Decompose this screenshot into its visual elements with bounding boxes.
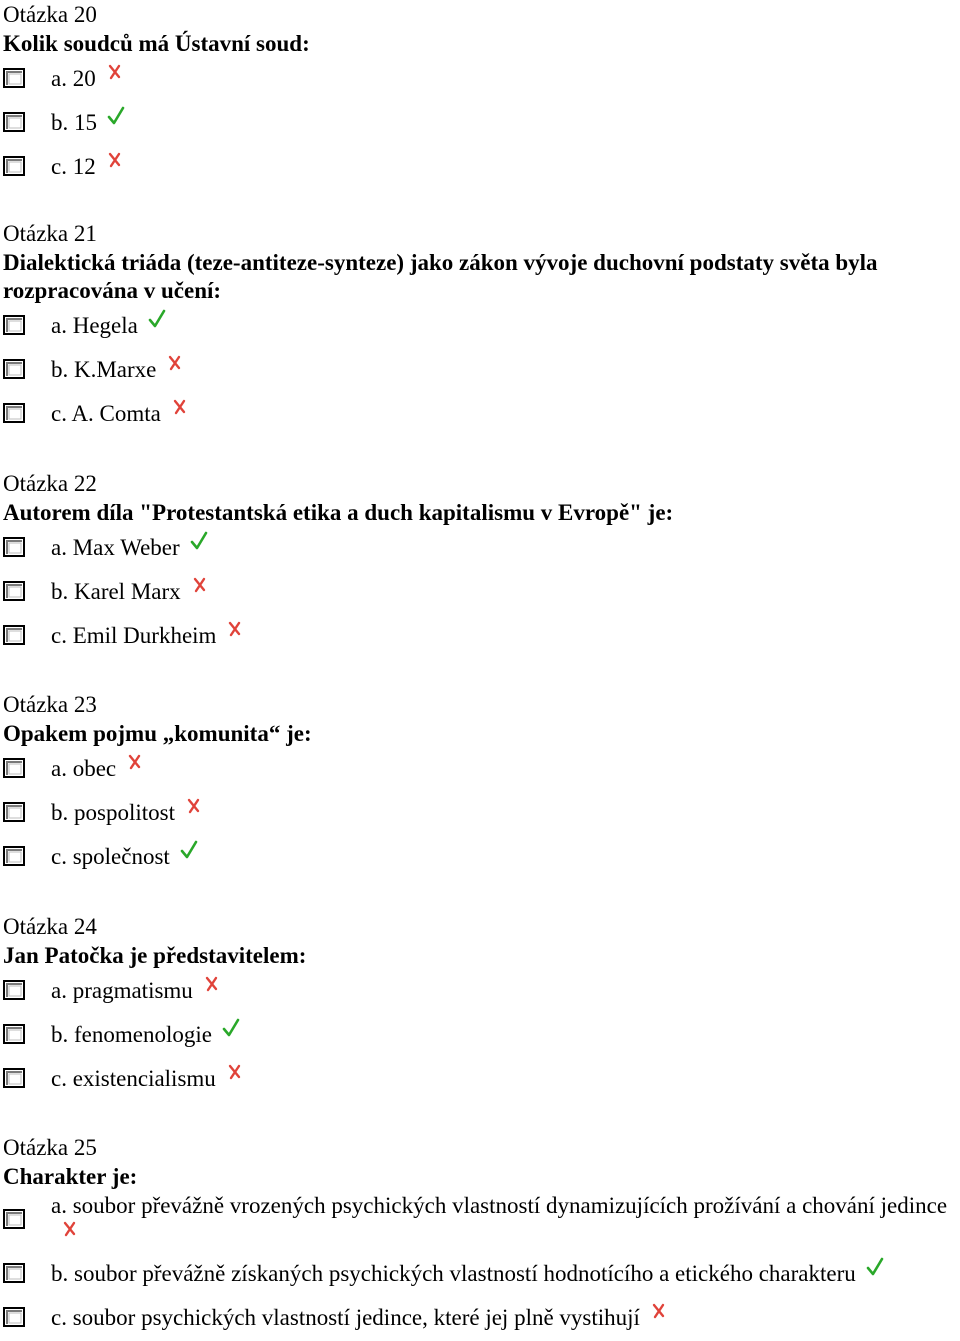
checkbox-icon[interactable] <box>3 581 25 603</box>
option-label: c. A. Comta <box>51 401 161 426</box>
question-number: Otázka 24 <box>3 914 97 939</box>
cross-mark-icon <box>106 60 124 80</box>
checkbox-icon[interactable] <box>3 758 25 780</box>
check-mark-icon <box>222 1016 240 1036</box>
checkbox-icon[interactable] <box>3 359 25 381</box>
checkbox-icon[interactable] <box>3 625 25 647</box>
option-c[interactable] <box>3 146 958 190</box>
option-label: b. Karel Marx <box>51 579 181 604</box>
checkbox-icon[interactable] <box>3 315 25 337</box>
option-label: c. soubor psychických vlastností jedince, které jej plně vystihují <box>51 1305 640 1330</box>
question-23 <box>3 690 958 880</box>
cross-mark-icon <box>185 794 203 814</box>
checkbox-icon[interactable] <box>3 1068 25 1090</box>
option-label: c. 12 <box>51 154 96 179</box>
option-label: b. soubor převážně získaných psychických vlastností hodnotícího a etického charakteru <box>51 1261 856 1286</box>
option-a[interactable] <box>3 305 958 349</box>
cross-mark-icon <box>191 573 209 593</box>
option-a[interactable] <box>3 970 958 1014</box>
option-b[interactable] <box>3 349 958 393</box>
checkbox-icon[interactable] <box>3 980 25 1002</box>
question-21 <box>3 219 958 437</box>
option-label: b. 15 <box>51 110 97 135</box>
cross-mark-icon <box>226 1060 244 1080</box>
option-c[interactable] <box>3 1058 958 1102</box>
option-label: a. Hegela <box>51 313 138 338</box>
cross-mark-icon <box>226 617 244 637</box>
question-24 <box>3 912 958 1102</box>
option-label: c. Emil Durkheim <box>51 623 217 648</box>
question-25 <box>3 1133 958 1339</box>
checkbox-icon[interactable] <box>3 537 25 559</box>
option-c[interactable] <box>3 836 958 880</box>
option-b[interactable] <box>3 1253 958 1297</box>
question-text: Opakem pojmu „komunita“ je: <box>3 721 312 746</box>
option-label: a. 20 <box>51 66 96 91</box>
option-a[interactable] <box>3 748 958 792</box>
cross-mark-icon <box>106 148 124 168</box>
option-b[interactable] <box>3 571 958 615</box>
option-label: a. pragmatismu <box>51 978 193 1003</box>
option-label: b. pospolitost <box>51 800 175 825</box>
option-a[interactable] <box>3 527 958 571</box>
option-c[interactable] <box>3 1297 958 1339</box>
question-20 <box>3 0 958 190</box>
question-22 <box>3 469 958 659</box>
cross-mark-icon <box>171 395 189 415</box>
cross-mark-icon <box>126 750 144 770</box>
check-mark-icon <box>190 529 208 549</box>
option-c[interactable] <box>3 615 958 659</box>
question-number: Otázka 23 <box>3 692 97 717</box>
question-number: Otázka 22 <box>3 471 97 496</box>
option-label: a. soubor převážně vrozených psychických vlastností dynamizujících prožívání a chování jedince <box>51 1193 948 1218</box>
question-text: Kolik soudců má Ústavní soud: <box>3 31 310 56</box>
option-b[interactable] <box>3 792 958 836</box>
checkbox-icon[interactable] <box>3 1307 25 1329</box>
checkbox-icon[interactable] <box>3 846 25 868</box>
option-c[interactable] <box>3 393 958 437</box>
cross-mark-icon <box>61 1217 79 1237</box>
option-b[interactable] <box>3 1014 958 1058</box>
checkbox-icon[interactable] <box>3 156 25 178</box>
checkbox-icon[interactable] <box>3 1263 25 1285</box>
option-label: a. Max Weber <box>51 535 180 560</box>
check-mark-icon <box>180 838 198 858</box>
option-label: c. existencialismu <box>51 1066 216 1091</box>
option-b[interactable] <box>3 102 958 146</box>
option-label: b. K.Marxe <box>51 357 157 382</box>
question-text: Autorem díla "Protestantská etika a duch kapitalismu v Evropě" je: <box>3 500 674 525</box>
cross-mark-icon <box>650 1299 668 1319</box>
option-a[interactable] <box>3 58 958 102</box>
check-mark-icon <box>866 1255 884 1275</box>
checkbox-icon[interactable] <box>3 802 25 824</box>
cross-mark-icon <box>203 972 221 992</box>
check-mark-icon <box>148 307 166 327</box>
question-text: Dialektická triáda (teze-antiteze-synteze) jako zákon vývoje duchovní podstaty světa byla rozpracována v učení: <box>3 250 878 303</box>
question-text: Jan Patočka je představitelem: <box>3 943 307 968</box>
option-a[interactable] <box>3 1191 958 1253</box>
question-number: Otázka 21 <box>3 221 97 246</box>
question-text: Charakter je: <box>3 1164 138 1189</box>
option-label: c. společnost <box>51 844 170 869</box>
check-mark-icon <box>107 104 125 124</box>
checkbox-icon[interactable] <box>3 112 25 134</box>
option-label: a. obec <box>51 756 117 781</box>
checkbox-icon[interactable] <box>3 1209 25 1231</box>
checkbox-icon[interactable] <box>3 1024 25 1046</box>
option-label: b. fenomenologie <box>51 1022 212 1047</box>
cross-mark-icon <box>166 351 184 371</box>
checkbox-icon[interactable] <box>3 68 25 90</box>
question-number: Otázka 20 <box>3 2 97 27</box>
question-number: Otázka 25 <box>3 1135 97 1160</box>
checkbox-icon[interactable] <box>3 403 25 425</box>
